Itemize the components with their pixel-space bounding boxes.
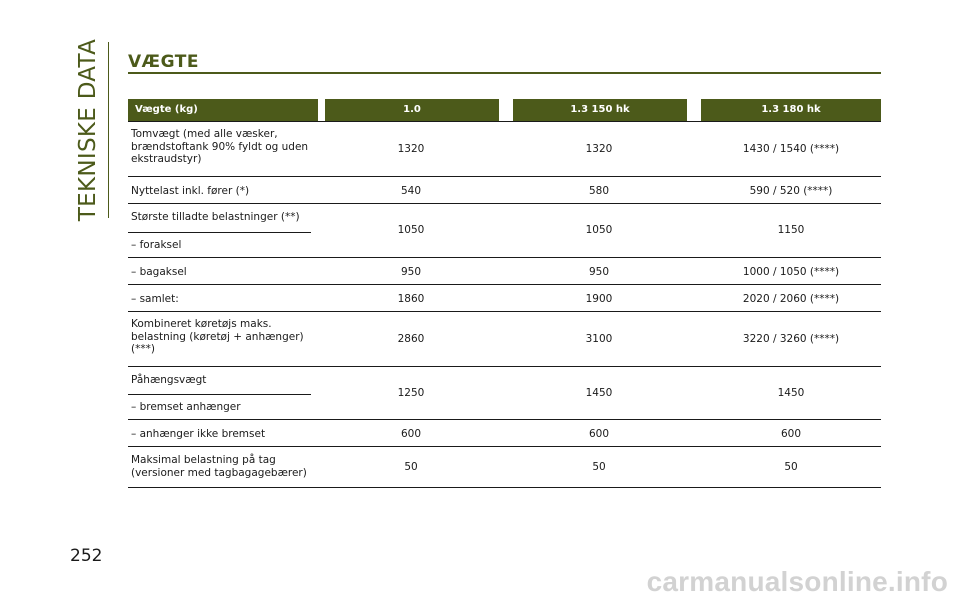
side-section-title xyxy=(68,40,108,220)
row-value: 1320 xyxy=(397,143,425,155)
table-row xyxy=(128,420,881,447)
row-label: Påhængsvægt xyxy=(131,374,207,386)
header-engine-2: 1.3 150 hk xyxy=(513,99,687,121)
page-number: 252 xyxy=(70,546,103,566)
row-value: 1050 xyxy=(585,224,613,236)
table-row xyxy=(128,367,881,420)
row-label: – samlet: xyxy=(131,293,179,305)
row-value: 600 xyxy=(400,428,422,440)
section-title-rule xyxy=(128,72,881,74)
row-value: 1150 xyxy=(777,224,805,236)
table-row xyxy=(128,204,881,258)
sublabel-rule xyxy=(128,394,311,395)
row-value: 580 xyxy=(588,185,610,197)
sublabel-rule xyxy=(128,232,311,233)
row-sublabel: – bremset anhænger xyxy=(131,401,241,413)
row-value: 540 xyxy=(400,185,422,197)
row-value: 1450 xyxy=(585,387,613,399)
table-row xyxy=(128,122,881,177)
header-engine-3: 1.3 180 hk xyxy=(701,99,881,121)
table-row xyxy=(128,447,881,488)
row-value: 950 xyxy=(400,266,422,278)
row-label: – anhænger ikke bremset xyxy=(131,428,266,440)
row-label: Største tilladte belastninger (**) xyxy=(131,211,300,223)
row-value: 600 xyxy=(780,428,802,440)
row-value: 1900 xyxy=(585,293,613,305)
row-label: Nyttelast inkl. fører (*) xyxy=(131,185,250,197)
row-value: 50 xyxy=(592,461,606,473)
row-value: 3100 xyxy=(585,333,613,345)
row-sublabel: – foraksel xyxy=(131,239,182,251)
row-value: 2860 xyxy=(397,333,425,345)
row-value: 1860 xyxy=(397,293,425,305)
row-label: – bagaksel xyxy=(131,266,187,278)
row-value: 1450 xyxy=(777,387,805,399)
row-value: 950 xyxy=(588,266,610,278)
row-value: 1000 / 1050 (****) xyxy=(742,266,840,278)
header-engine-1: 1.0 xyxy=(325,99,499,121)
side-section-title-text: TEKNISKE DATA xyxy=(75,38,101,222)
watermark: carmanualsonline.info xyxy=(646,566,948,597)
row-label: Kombineret køretøjs maks. belastning (køretøj + anhænger) (***) xyxy=(131,318,304,355)
table-row xyxy=(128,312,881,367)
row-value: 2020 / 2060 (****) xyxy=(742,293,840,305)
row-value: 1320 xyxy=(585,143,613,155)
table-header xyxy=(128,99,881,122)
row-value: 50 xyxy=(784,461,798,473)
row-value: 1250 xyxy=(397,387,425,399)
table-row xyxy=(128,177,881,204)
row-label: Tomvægt (med alle væsker, brændstoftank 90% fyldt og uden ekstraudstyr) xyxy=(131,128,309,165)
side-divider xyxy=(108,42,109,218)
row-value: 1430 / 1540 (****) xyxy=(742,143,840,155)
row-value: 50 xyxy=(404,461,418,473)
table-row xyxy=(128,285,881,312)
row-value: 600 xyxy=(588,428,610,440)
table-row xyxy=(128,258,881,285)
header-label: Vægte (kg) xyxy=(128,99,318,121)
row-value: 1050 xyxy=(397,224,425,236)
row-value: 590 / 520 (****) xyxy=(749,185,833,197)
row-label: Maksimal belastning på tag (versioner med tagbagagebærer) xyxy=(131,454,307,479)
row-value: 3220 / 3260 (****) xyxy=(742,333,840,345)
weights-table xyxy=(128,99,881,488)
section-title: VÆGTE xyxy=(128,52,199,72)
